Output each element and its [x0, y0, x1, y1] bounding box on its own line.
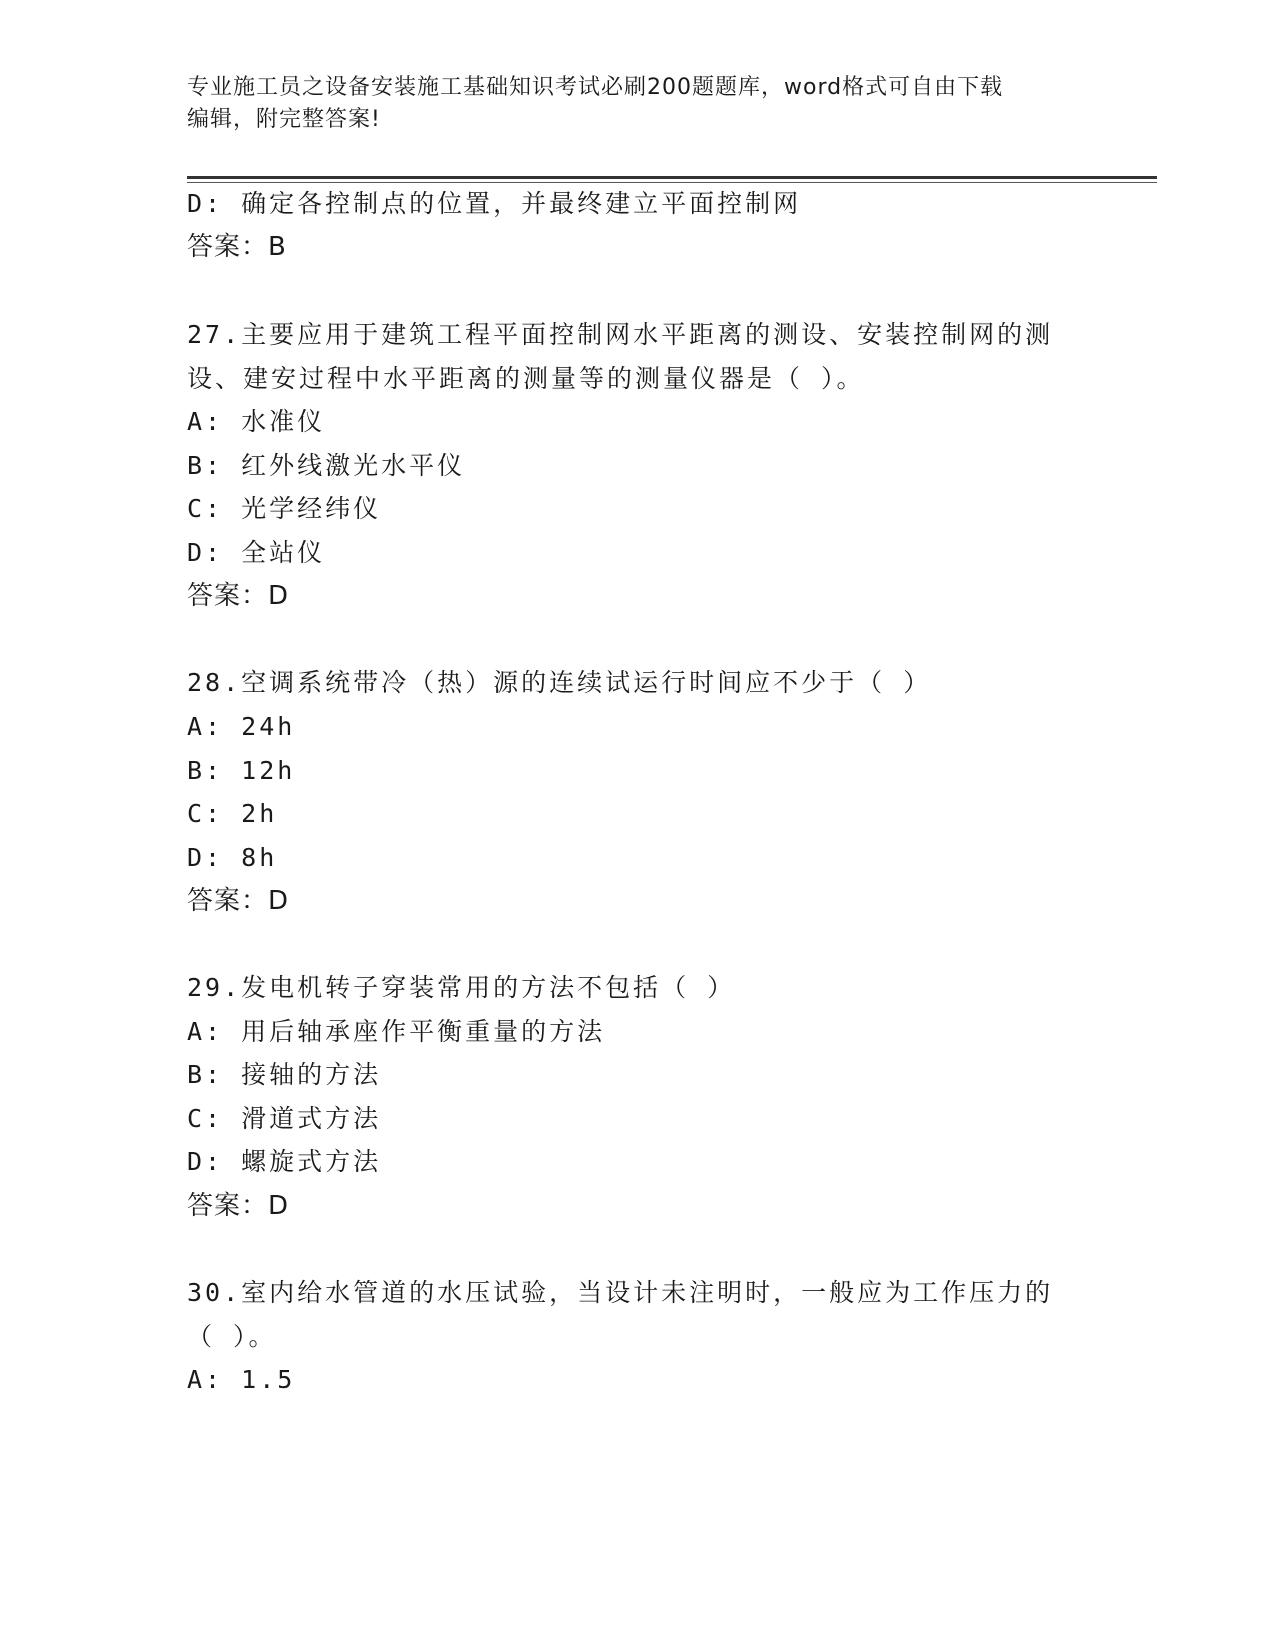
q30-option-a: A: 1.5: [187, 1365, 296, 1394]
q27-option-a: A: 水准仪: [187, 407, 326, 436]
document-header: [187, 72, 1087, 136]
q28-text-line-1: 28.空调系统带冷（热）源的连续试运行时间应不少于（ ）: [187, 668, 932, 697]
q30-text-line-1: 30.室内给水管道的水压试验，当设计未注明时，一般应为工作压力的: [187, 1278, 1054, 1307]
q27-option-c: C: 光学经纬仪: [187, 494, 382, 523]
header-divider-thick: [187, 176, 1157, 179]
q29-option-d: D: 螺旋式方法: [187, 1147, 382, 1176]
q27-option-d: D: 全站仪: [187, 538, 326, 567]
header-line-1: 专业施工员之设备安装施工基础知识考试必刷200题题库，word格式可自由下载: [187, 75, 1004, 100]
q28-option-d: D: 8h: [187, 843, 278, 872]
q28-option-b: B: 12h: [187, 756, 296, 785]
prev-option-d: D: 确定各控制点的位置，并最终建立平面控制网: [187, 189, 802, 218]
header-line-2: 编辑，附完整答案!: [187, 107, 381, 132]
q29-answer: 答案：D: [187, 1191, 290, 1221]
q28-answer: 答案：D: [187, 886, 290, 916]
q29-option-c: C: 滑道式方法: [187, 1104, 382, 1133]
q27-answer: 答案：D: [187, 581, 290, 611]
q29-option-b: B: 接轴的方法: [187, 1060, 382, 1089]
q28-option-c: C: 2h: [187, 799, 278, 828]
q30-text-line-2: （ ）。: [187, 1322, 277, 1351]
q28-option-a: A: 24h: [187, 712, 296, 741]
q27-option-b: B: 红外线激光水平仪: [187, 451, 466, 480]
prev-answer: 答案：B: [187, 232, 287, 262]
q27-text-line-2: 设、建安过程中水平距离的测量等的测量仪器是（ ）。: [187, 364, 865, 393]
header-divider-thin: [187, 182, 1157, 183]
q27-text-line-1: 27.主要应用于建筑工程平面控制网水平距离的测设、安装控制网的测: [187, 320, 1054, 349]
q29-text-line-1: 29.发电机转子穿装常用的方法不包括（ ）: [187, 973, 736, 1002]
q29-option-a: A: 用后轴承座作平衡重量的方法: [187, 1017, 606, 1046]
